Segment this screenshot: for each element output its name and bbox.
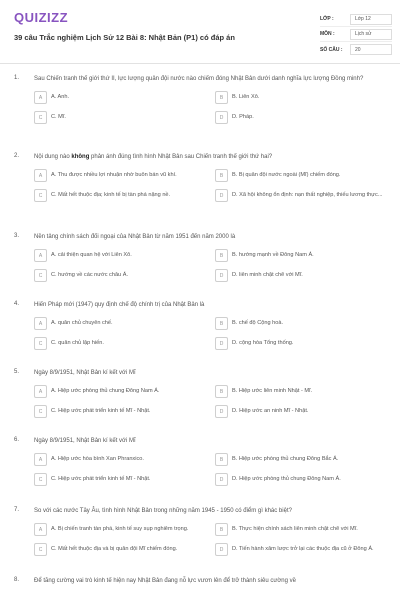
option-letter: B [215, 317, 228, 330]
option-b[interactable] [215, 316, 386, 331]
worksheet-meta [320, 12, 392, 57]
question-text [34, 153, 386, 162]
question-text: Để tăng cường vai trò kinh tế hiện nay Nhật Bản đang nỗ lực vươn lên để trở thành siêu cường về [34, 578, 296, 584]
question-item [0, 301, 400, 369]
option-letter: B [215, 249, 228, 262]
option-letter: B [215, 169, 228, 182]
question-text-part: Nội dung nào [34, 154, 72, 160]
option-text: A. Anh. [51, 93, 70, 100]
meta-value: 20 [350, 44, 392, 55]
question-number: 5. [14, 369, 20, 375]
option-letter: A [34, 385, 47, 398]
option-grid [34, 90, 386, 125]
option-text: C. Mất hết thuộc địa; kinh tế bị tàn phá nặng nề. [51, 191, 171, 198]
option-letter: A [34, 249, 47, 262]
option-text: B. Hiệp ước liên minh Nhật - Mĩ. [232, 387, 313, 394]
option-text: A. Hiệp ước phòng thủ chung Đông Nam Á. [51, 387, 160, 394]
option-c[interactable] [34, 110, 205, 125]
question-item [0, 437, 400, 507]
meta-value: Lớp 12 [350, 14, 392, 25]
option-text: A. cải thiện quan hệ với Liên Xô. [51, 251, 132, 258]
meta-key: LỚP : [320, 16, 334, 22]
option-letter: B [215, 453, 228, 466]
option-text: D. liên minh chặt chẽ với Mĩ. [232, 271, 303, 278]
question-item [0, 153, 400, 233]
option-text: A. Thu được nhiều lợi nhuận nhờ buôn bán vũ khí. [51, 171, 177, 178]
question-text: Ngày 8/9/1951, Nhật Bản kí kết với Mĩ [34, 370, 136, 376]
question-number: 1. [14, 75, 20, 81]
option-letter: C [34, 189, 47, 202]
option-c[interactable] [34, 188, 205, 203]
option-text: B. chế độ Cộng hoà. [232, 319, 284, 326]
quizizz-logo[interactable]: QUIZIZZ [14, 10, 69, 25]
option-letter: D [215, 473, 228, 486]
option-letter: A [34, 317, 47, 330]
option-letter: C [34, 543, 47, 556]
option-a[interactable] [34, 90, 205, 105]
option-d[interactable] [215, 336, 386, 351]
question-list [0, 75, 400, 597]
question-text: Sau Chiến tranh thế giới thứ II, lực lượng quân đội nước nào chiếm đóng Nhật Bản dưới danh nghĩa lực lượng Đồng minh? [34, 76, 364, 82]
option-grid [34, 248, 386, 283]
option-text: C. Mất hết thuộc địa và bị quân đội Mĩ chiếm đóng. [51, 545, 178, 552]
question-text: Nền tảng chính sách đối ngoại của Nhật Bản từ năm 1951 đến năm 2000 là [34, 234, 236, 240]
option-text: B. hướng mạnh về Đông Nam Á. [232, 251, 314, 258]
option-letter: B [215, 91, 228, 104]
question-number: 4. [14, 301, 20, 307]
option-text: A. quân chủ chuyên chế. [51, 319, 113, 326]
question-number: 6. [14, 437, 20, 443]
option-letter: D [215, 337, 228, 350]
option-letter: C [34, 269, 47, 282]
option-letter: C [34, 337, 47, 350]
option-text: A. Bị chiến tranh tàn phá, kinh tế suy sụp nghiêm trọng. [51, 525, 189, 532]
option-letter: A [34, 169, 47, 182]
option-a[interactable] [34, 384, 205, 399]
option-text: D. Xã hội không ổn định: nạn thất nghiệp, thiếu lương thực... [232, 191, 383, 198]
option-d[interactable] [215, 188, 386, 203]
option-b[interactable] [215, 452, 386, 467]
option-text: C. quân chủ lập hiến. [51, 339, 104, 346]
meta-value: Lịch sử [350, 29, 392, 40]
option-d[interactable] [215, 472, 386, 487]
question-number: 2. [14, 153, 20, 159]
option-b[interactable] [215, 90, 386, 105]
option-b[interactable] [215, 522, 386, 537]
question-text-emphasis: không [71, 154, 90, 160]
question-item [0, 233, 400, 301]
option-letter: B [215, 385, 228, 398]
option-letter: A [34, 523, 47, 536]
option-letter: A [34, 91, 47, 104]
meta-row-count [320, 42, 392, 57]
option-b[interactable] [215, 168, 386, 183]
question-number: 3. [14, 233, 20, 239]
option-text: B. Thực hiện chính sách liên minh chặt chẽ với Mĩ. [232, 525, 358, 532]
option-d[interactable] [215, 404, 386, 419]
option-text: D. Pháp. [232, 113, 254, 120]
option-grid [34, 452, 386, 487]
option-b[interactable] [215, 384, 386, 399]
option-text: D. Tiến hành xâm lược trở lại các thuộc địa cũ ở Đông Á. [232, 545, 374, 552]
option-text: B. Bị quân đội nước ngoài (Mĩ) chiếm đóng. [232, 171, 341, 178]
option-letter: D [215, 269, 228, 282]
question-text: Ngày 8/9/1951, Nhật Bản kí kết với Mĩ [34, 438, 136, 444]
option-letter: D [215, 543, 228, 556]
option-text: C. Hiệp ước phát triển kinh tế Mĩ - Nhật. [51, 407, 151, 414]
option-a[interactable] [34, 452, 205, 467]
option-grid [34, 168, 386, 203]
option-letter: D [215, 405, 228, 418]
option-c[interactable] [34, 542, 205, 557]
question-item [0, 577, 400, 597]
option-c[interactable] [34, 268, 205, 283]
option-letter: D [215, 111, 228, 124]
option-letter: D [215, 189, 228, 202]
meta-row-class [320, 12, 392, 27]
question-number: 7. [14, 507, 20, 513]
question-item [0, 507, 400, 577]
worksheet-title: 39 câu Trắc nghiệm Lịch Sử 12 Bài 8: Nhật Bản (P1) có đáp án [14, 33, 235, 42]
option-d[interactable] [215, 542, 386, 557]
option-grid [34, 316, 386, 351]
option-text: D. Hiệp ước an ninh Mĩ - Nhật. [232, 407, 309, 414]
option-a[interactable] [34, 168, 205, 183]
question-item [0, 75, 400, 153]
option-text: D. Hiệp ước phòng thủ chung Đông Nam Á. [232, 475, 341, 482]
option-b[interactable] [215, 248, 386, 263]
question-text: So với các nước Tây Âu, tình hình Nhật Bản trong những năm 1945 - 1950 có điểm gì khác biệt? [34, 508, 292, 514]
question-item [0, 369, 400, 437]
option-c[interactable] [34, 472, 205, 487]
question-number: 8. [14, 577, 20, 583]
option-text: A. Hiệp ước hòa bình Xan Phranxico. [51, 455, 144, 462]
option-letter: C [34, 405, 47, 418]
option-text: C. hướng về các nước châu Á. [51, 271, 129, 278]
option-c[interactable] [34, 336, 205, 351]
option-letter: C [34, 111, 47, 124]
option-grid [34, 384, 386, 419]
option-text: B. Hiệp ước phòng thủ chung Đông Bắc Á. [232, 455, 339, 462]
option-letter: A [34, 453, 47, 466]
option-c[interactable] [34, 404, 205, 419]
option-d[interactable] [215, 110, 386, 125]
option-a[interactable] [34, 248, 205, 263]
question-text: Hiến Pháp mới (1947) quy định chế độ chính trị của Nhật Bản là [34, 302, 205, 308]
option-letter: C [34, 473, 47, 486]
meta-row-subject [320, 27, 392, 42]
meta-key: SỐ CÂU : [320, 46, 343, 53]
question-text-part: phản ánh đúng tình hình Nhật Bản sau Chiến tranh thế giới thứ hai? [89, 154, 273, 160]
option-letter: B [215, 523, 228, 536]
worksheet-header [0, 0, 400, 64]
option-a[interactable] [34, 316, 205, 331]
option-grid [34, 522, 386, 557]
option-a[interactable] [34, 522, 205, 537]
meta-key: MÔN : [320, 31, 335, 37]
option-text: B. Liên Xô. [232, 93, 260, 100]
option-text: C. Hiệp ước phát triển kinh tế Mĩ - Nhật. [51, 475, 151, 482]
option-d[interactable] [215, 268, 386, 283]
option-text: D. cộng hòa Tổng thống. [232, 339, 294, 346]
option-text: C. Mĩ. [51, 113, 66, 120]
